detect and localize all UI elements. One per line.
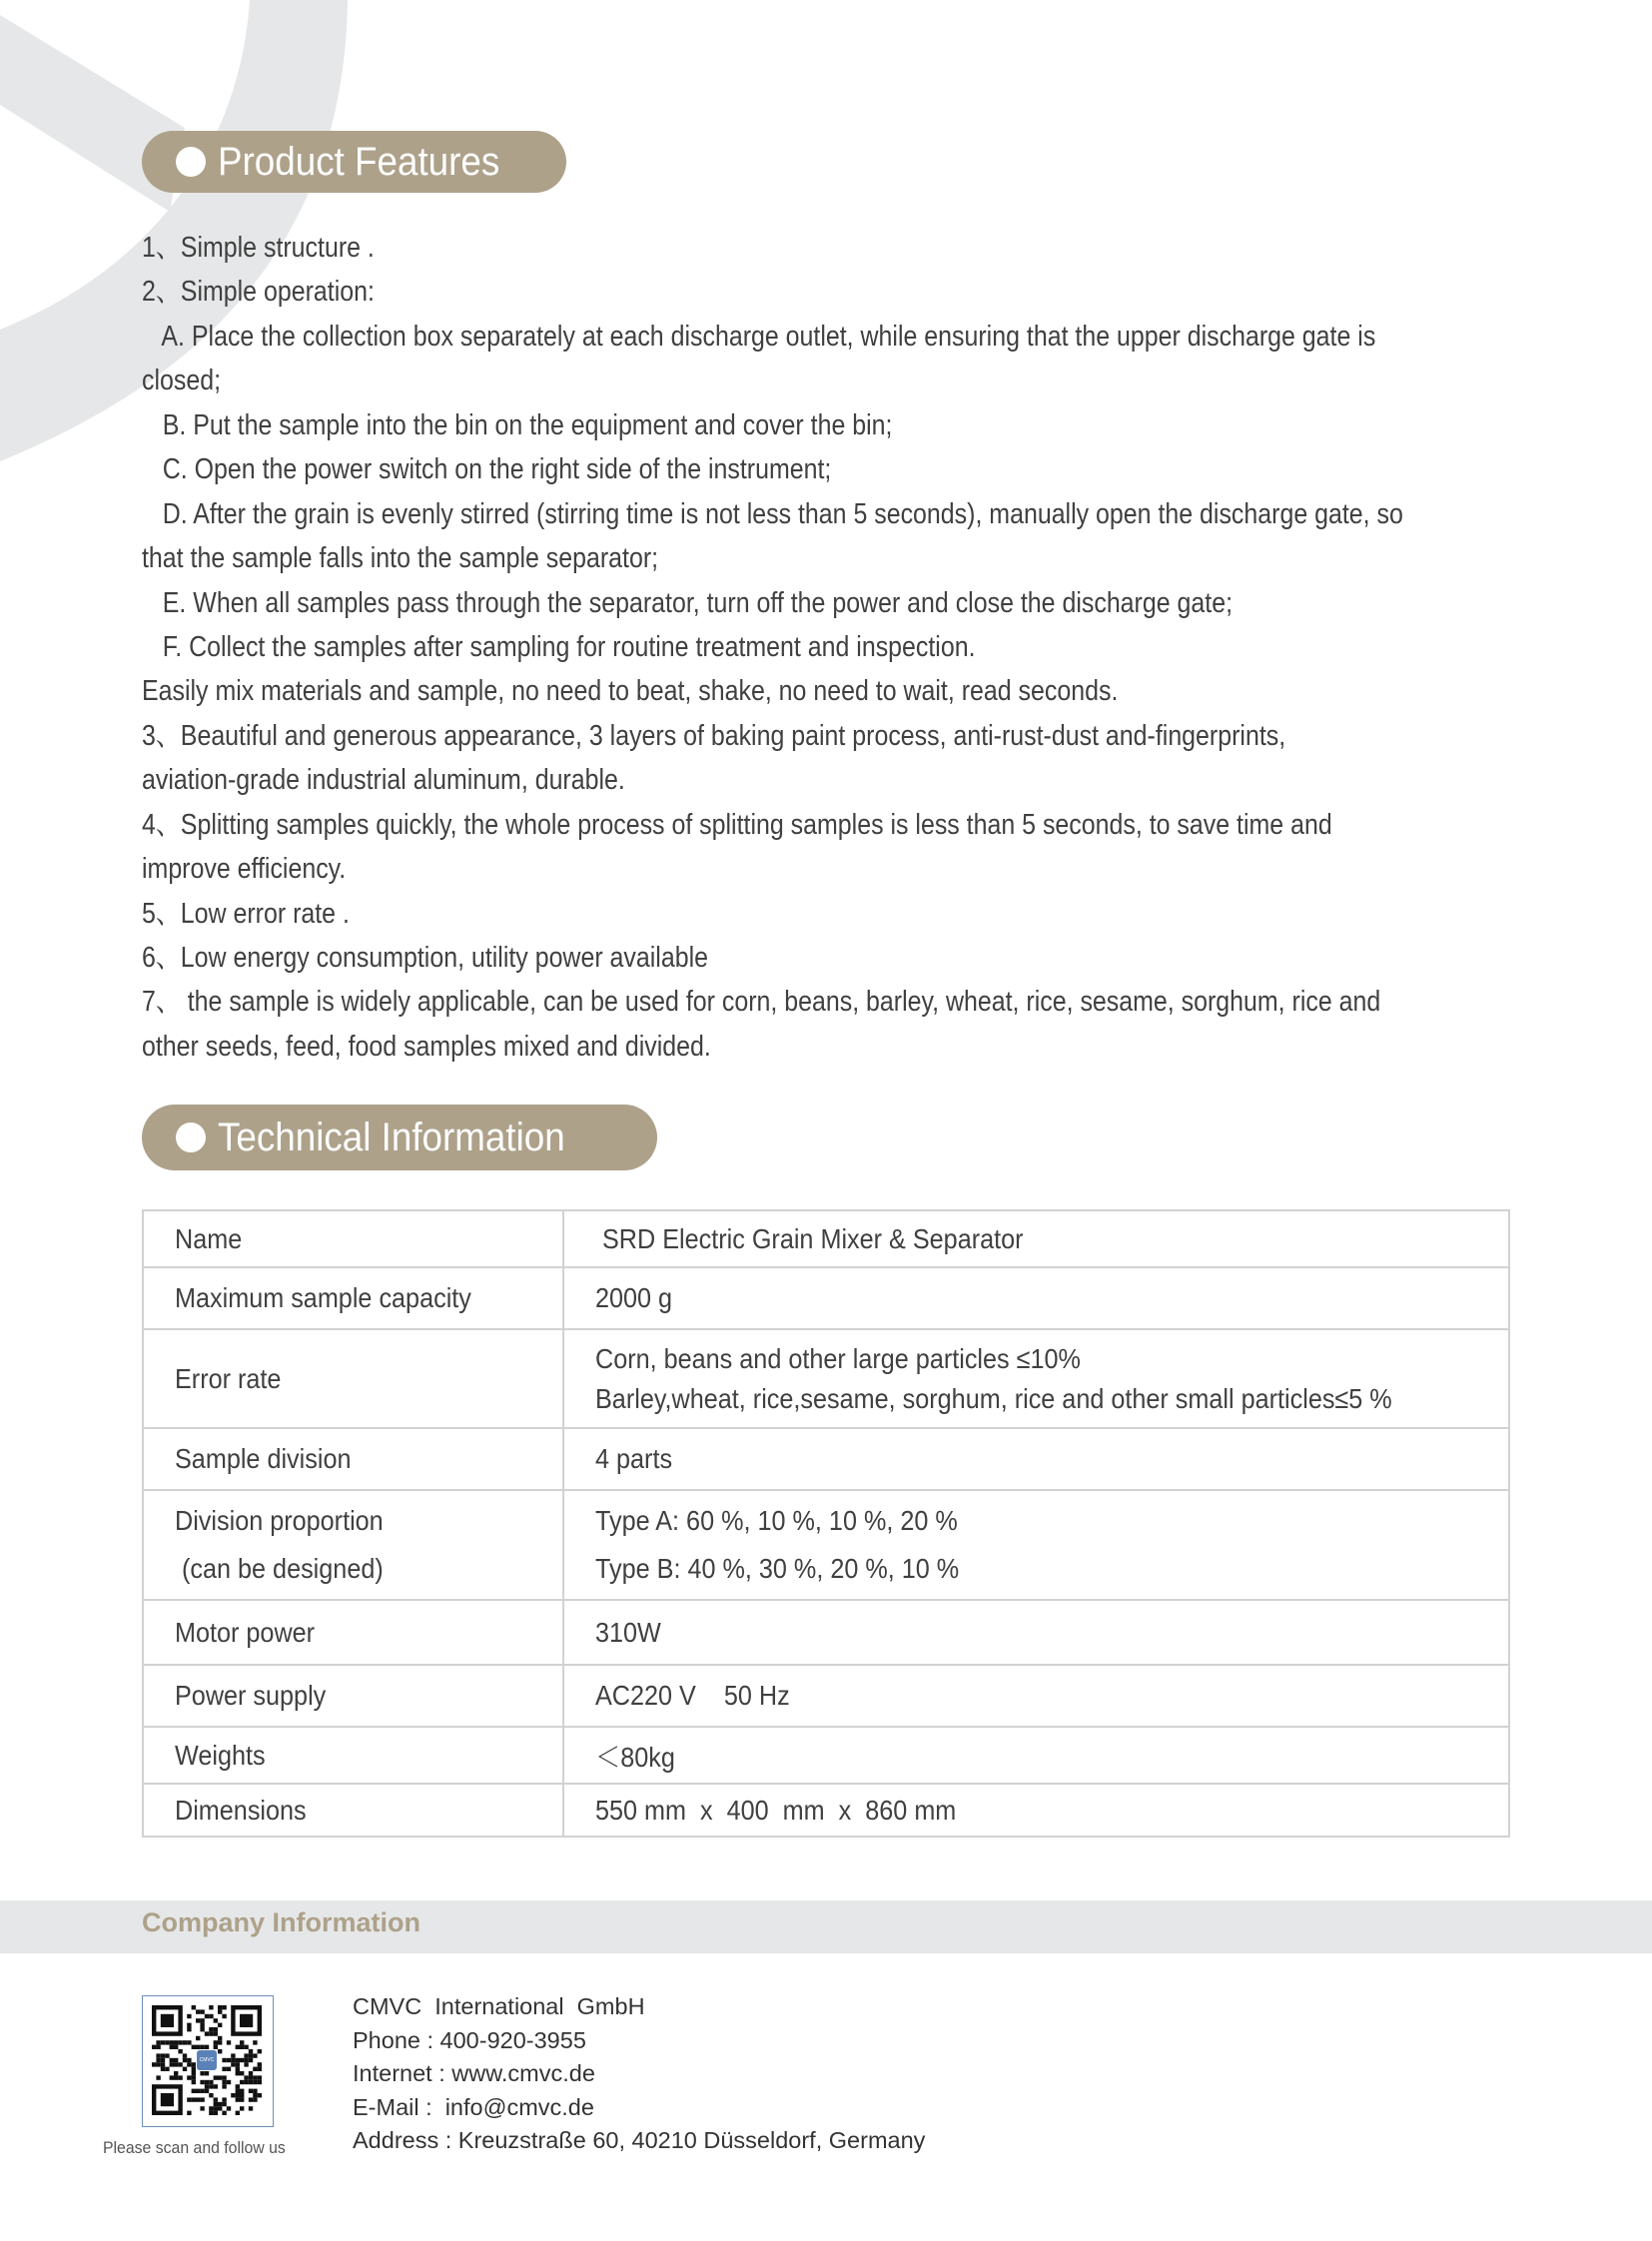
qr-module <box>178 2075 182 2079</box>
qr-module <box>196 2045 200 2049</box>
feature-line: D. After the grain is evenly stirred (stirring time is not less than 5 seconds), manually open the discharge gate, so <box>142 497 1403 530</box>
qr-module <box>218 2005 222 2009</box>
spec-value-text: Type B: 40 %, 30 %, 20 %, 10 % <box>595 1553 960 1584</box>
spec-value <box>563 1784 1509 1837</box>
qr-module <box>192 2075 196 2079</box>
qr-module <box>209 2014 213 2018</box>
qr-module <box>178 2040 182 2044</box>
spec-value <box>563 1267 1509 1329</box>
qr-module <box>244 2062 248 2066</box>
spec-row <box>143 1665 1509 1727</box>
qr-module <box>170 2075 174 2079</box>
qr-code <box>142 1995 274 2127</box>
qr-module <box>209 2080 213 2084</box>
qr-module <box>156 2040 160 2044</box>
qr-module <box>236 2111 240 2115</box>
spec-row <box>143 1428 1509 1490</box>
qr-module <box>187 2097 191 2101</box>
qr-module <box>214 2075 218 2079</box>
spec-label-text: Sample division <box>175 1443 352 1474</box>
qr-module <box>249 2106 253 2110</box>
spec-row <box>143 1784 1509 1837</box>
qr-module <box>200 2027 204 2031</box>
qr-module <box>170 2062 174 2066</box>
spec-value-text: 550 mm x 400 mm x 860 mm <box>595 1794 957 1826</box>
qr-module <box>258 2080 262 2084</box>
qr-module <box>236 2045 240 2049</box>
qr-caption: Please scan and follow us <box>103 2138 286 2157</box>
features-list <box>142 226 1608 1069</box>
qr-module <box>227 2080 231 2084</box>
qr-module <box>200 2080 204 2084</box>
qr-module <box>240 2097 244 2101</box>
qr-module <box>192 2080 196 2084</box>
spec-label <box>143 1600 563 1665</box>
qr-module <box>178 2049 182 2053</box>
qr-module <box>222 2014 226 2018</box>
qr-module <box>218 2040 222 2044</box>
spec-value <box>563 1665 1509 1727</box>
qr-module <box>218 2075 222 2079</box>
qr-finder <box>161 2093 174 2106</box>
qr-module <box>236 2062 240 2066</box>
qr-module <box>258 2062 262 2066</box>
qr-module <box>205 2080 209 2084</box>
spec-label-text: Division proportion <box>175 1505 384 1536</box>
qr-module <box>165 2053 169 2057</box>
spec-value <box>563 1490 1509 1600</box>
spec-label-text: Dimensions <box>175 1794 307 1826</box>
qr-module <box>187 2014 191 2018</box>
spec-value-text: ＜80kg <box>595 1741 675 1773</box>
qr-module <box>187 2075 191 2079</box>
qr-module <box>161 2053 165 2057</box>
qr-module <box>187 2023 191 2027</box>
qr-module <box>222 2102 226 2106</box>
qr-module <box>205 2045 209 2049</box>
qr-module <box>196 2009 200 2013</box>
qr-finder <box>161 2014 174 2027</box>
feature-line: 3、Beautiful and generous appearance, 3 layers of baking paint process, anti-rust-dust and-fingerprints, <box>142 719 1286 752</box>
spec-value-text: 2000 g <box>595 1282 673 1313</box>
qr-module <box>214 2045 218 2049</box>
qr-module <box>249 2071 253 2075</box>
qr-module <box>192 2005 196 2009</box>
qr-module <box>161 2058 165 2062</box>
qr-module <box>174 2058 178 2062</box>
spec-label <box>143 1210 563 1267</box>
feature-line: B. Put the sample into the bin on the equipment and cover the bin; <box>142 408 893 441</box>
feature-line: F. Collect the samples after sampling for routine treatment and inspection. <box>142 630 976 663</box>
qr-module <box>178 2062 182 2066</box>
qr-module <box>152 2062 156 2066</box>
spec-label-text: Error rate <box>175 1362 282 1394</box>
qr-module <box>222 2097 226 2101</box>
qr-module <box>218 2102 222 2106</box>
qr-module <box>227 2040 231 2044</box>
qr-module <box>165 2040 169 2044</box>
spec-label-text: Name <box>175 1222 243 1254</box>
spec-table <box>142 1209 1510 1838</box>
company-name: CMVC International GmbH <box>353 1993 645 2019</box>
section-title: Product Features <box>218 139 500 184</box>
technical-information-heading <box>142 1105 657 1170</box>
qr-module <box>236 2084 240 2088</box>
qr-module <box>205 2089 209 2093</box>
qr-code-icon <box>143 1996 272 2125</box>
qr-module <box>236 2097 240 2101</box>
qr-module <box>174 2071 178 2075</box>
spec-value-text: Barley,wheat, rice,sesame, sorghum, rice and other small particles≤5 % <box>595 1382 1392 1414</box>
qr-module <box>214 2084 218 2088</box>
feature-line: 4、Splitting samples quickly, the whole process of splitting samples is less than 5 seconds, to save time and <box>142 808 1332 841</box>
qr-module <box>200 2097 204 2101</box>
spec-label-text: Power supply <box>175 1680 327 1711</box>
qr-module <box>214 2027 218 2031</box>
qr-module <box>227 2106 231 2110</box>
qr-module <box>200 2071 204 2075</box>
qr-module <box>183 2067 187 2071</box>
spec-label-text: (can be designed) <box>175 1553 384 1584</box>
spec-row <box>143 1329 1509 1428</box>
qr-module <box>187 2058 191 2062</box>
spec-label <box>143 1490 563 1600</box>
qr-module <box>156 2075 160 2079</box>
feature-line: Easily mix materials and sample, no need to beat, shake, no need to wait, read seconds. <box>142 675 1119 708</box>
qr-module <box>249 2053 253 2057</box>
feature-line: aviation-grade industrial aluminum, durable. <box>142 764 625 797</box>
feature-line: closed; <box>142 365 222 397</box>
spec-value-text: 4 parts <box>595 1443 673 1474</box>
spec-value <box>563 1600 1509 1665</box>
qr-module <box>209 2106 213 2110</box>
product-features-heading <box>142 131 566 193</box>
qr-module <box>227 2058 231 2062</box>
qr-module <box>249 2080 253 2084</box>
qr-module <box>231 2058 235 2062</box>
spec-label-text: Motor power <box>175 1616 316 1648</box>
qr-module <box>244 2080 248 2084</box>
qr-module <box>200 2023 204 2027</box>
qr-module <box>214 2040 218 2044</box>
spec-value-text: AC220 V 50 Hz <box>595 1680 790 1711</box>
qr-module <box>231 2053 235 2057</box>
qr-module <box>218 2106 222 2110</box>
spec-label-text: Weights <box>175 1739 266 1771</box>
qr-module <box>187 2027 191 2031</box>
qr-module <box>205 2031 209 2035</box>
qr-module <box>200 2045 204 2049</box>
qr-module <box>249 2089 253 2093</box>
qr-module <box>200 2018 204 2022</box>
qr-module <box>170 2040 174 2044</box>
qr-module <box>222 2084 226 2088</box>
qr-module <box>214 2097 218 2101</box>
qr-module <box>236 2067 240 2071</box>
spec-label <box>143 1329 563 1428</box>
qr-module <box>249 2075 253 2079</box>
feature-line: C. Open the power switch on the right side of the instrument; <box>142 453 832 486</box>
qr-module <box>200 2106 204 2110</box>
feature-line: E. When all samples pass through the separator, turn off the power and close the discharge gate; <box>142 586 1234 619</box>
qr-module <box>258 2049 262 2053</box>
qr-module <box>240 2040 244 2044</box>
qr-module <box>192 2097 196 2101</box>
spec-row <box>143 1600 1509 1665</box>
qr-module <box>192 2045 196 2049</box>
qr-module <box>174 2075 178 2079</box>
qr-module <box>183 2040 187 2044</box>
spec-label <box>143 1267 563 1329</box>
qr-module <box>244 2075 248 2079</box>
qr-module <box>187 2111 191 2115</box>
spec-value-text: Corn, beans and other large particles ≤10% <box>595 1342 1081 1374</box>
company-phone: Phone : 400-920-3955 <box>353 2026 586 2053</box>
spec-row <box>143 1727 1509 1784</box>
qr-module <box>156 2058 160 2062</box>
qr-module <box>196 2097 200 2101</box>
qr-module <box>214 2102 218 2106</box>
feature-line: 2、Simple operation: <box>142 276 375 309</box>
feature-line: 6、Low energy consumption, utility power available <box>142 942 709 974</box>
spec-label <box>143 1665 563 1727</box>
qr-module <box>258 2093 262 2097</box>
qr-module <box>192 2089 196 2093</box>
qr-module <box>156 2062 160 2066</box>
qr-module <box>214 2106 218 2110</box>
qr-module <box>174 2040 178 2044</box>
qr-module <box>222 2005 226 2009</box>
qr-module <box>231 2062 235 2066</box>
qr-module <box>240 2080 244 2084</box>
qr-module <box>205 2071 209 2075</box>
spec-value <box>563 1210 1509 1267</box>
qr-module <box>236 2071 240 2075</box>
qr-module <box>236 2093 240 2097</box>
qr-module <box>209 2005 213 2009</box>
qr-module <box>161 2040 165 2044</box>
feature-line: improve efficiency. <box>142 853 347 886</box>
qr-module <box>205 2084 209 2088</box>
qr-module <box>161 2062 165 2066</box>
spec-row <box>143 1490 1509 1600</box>
qr-module <box>183 2053 187 2057</box>
qr-module <box>244 2045 248 2049</box>
spec-value-text: 310W <box>595 1616 661 1648</box>
feature-line: 5、Low error rate . <box>142 897 350 930</box>
company-info-heading: Company Information <box>142 1907 421 1937</box>
qr-module <box>209 2111 213 2115</box>
qr-module <box>218 2009 222 2013</box>
spec-label-text: Maximum sample capacity <box>175 1282 471 1313</box>
feature-line: other seeds, feed, food samples mixed and divided. <box>142 1030 711 1063</box>
bullet-dot-icon <box>176 147 206 177</box>
qr-module <box>183 2058 187 2062</box>
qr-module <box>170 2058 174 2062</box>
qr-module <box>165 2067 169 2071</box>
qr-module <box>240 2089 244 2093</box>
qr-module <box>209 2031 213 2035</box>
spec-label <box>143 1784 563 1837</box>
qr-module <box>174 2062 178 2066</box>
qr-module <box>240 2071 244 2075</box>
spec-value-text: SRD Electric Grain Mixer & Separator <box>595 1222 1024 1254</box>
bullet-dot-icon <box>176 1122 206 1152</box>
qr-module <box>253 2089 257 2093</box>
qr-module <box>249 2049 253 2053</box>
qr-module <box>156 2053 160 2057</box>
qr-module <box>218 2049 222 2053</box>
spec-label <box>143 1727 563 1784</box>
qr-module <box>249 2097 253 2101</box>
qr-module <box>253 2097 257 2101</box>
qr-module <box>249 2058 253 2062</box>
qr-module <box>240 2058 244 2062</box>
qr-module <box>236 2058 240 2062</box>
qr-module <box>209 2084 213 2088</box>
spec-value-text: Type A: 60 %, 10 %, 10 %, 20 % <box>595 1505 958 1536</box>
feature-line: that the sample falls into the sample separator; <box>142 542 659 575</box>
qr-module <box>209 2093 213 2097</box>
qr-module <box>244 2053 248 2057</box>
qr-module <box>253 2075 257 2079</box>
qr-module <box>192 2062 196 2066</box>
company-address: Address : Kreuzstraße 60, 40210 Düsseldorf, Germany <box>353 2127 926 2153</box>
qr-module <box>253 2067 257 2071</box>
qr-module <box>258 2075 262 2079</box>
qr-module <box>258 2067 262 2071</box>
qr-module <box>196 2018 200 2022</box>
company-website-link[interactable]: Internet : www.cmvc.de <box>353 2060 595 2086</box>
qr-module <box>152 2045 156 2049</box>
qr-module <box>209 2027 213 2031</box>
qr-module <box>253 2080 257 2084</box>
qr-module <box>240 2106 244 2110</box>
qr-module <box>240 2093 244 2097</box>
feature-line: A. Place the collection box separately at each discharge outlet, while ensuring that the upper discharge gate is <box>142 320 1376 353</box>
spec-row <box>143 1210 1509 1267</box>
qr-module <box>187 2062 191 2066</box>
feature-line: 1、Simple structure . <box>142 232 375 264</box>
spec-value <box>563 1727 1509 1784</box>
qr-module <box>156 2045 160 2049</box>
feature-line: 7、 the sample is widely applicable, can be used for corn, beans, barley, wheat, rice, sesame, sorghum, rice and <box>142 986 1381 1019</box>
qr-module <box>240 2045 244 2049</box>
qr-module <box>222 2075 226 2079</box>
qr-module <box>222 2111 226 2115</box>
company-contact <box>353 1990 925 2158</box>
qr-module <box>231 2093 235 2097</box>
qr-module <box>227 2067 231 2071</box>
qr-module <box>214 2111 218 2115</box>
qr-module <box>244 2058 248 2062</box>
qr-module <box>192 2067 196 2071</box>
qr-module <box>187 2040 191 2044</box>
qr-module <box>218 2036 222 2040</box>
qr-module <box>253 2053 257 2057</box>
spec-row <box>143 1267 1509 1329</box>
qr-module <box>253 2040 257 2044</box>
spec-label <box>143 1428 563 1490</box>
qr-logo-text: CMVC <box>199 2057 215 2063</box>
qr-module <box>196 2089 200 2093</box>
qr-module <box>222 2058 226 2062</box>
spec-value <box>563 1329 1509 1428</box>
qr-module <box>222 2080 226 2084</box>
section-title: Technical Information <box>218 1115 565 1159</box>
qr-module <box>214 2031 218 2035</box>
qr-module <box>161 2067 165 2071</box>
qr-module <box>192 2071 196 2075</box>
qr-module <box>174 2045 178 2049</box>
qr-module <box>218 2023 222 2027</box>
qr-module <box>200 2089 204 2093</box>
company-email-link[interactable]: E-Mail : info@cmvc.de <box>353 2093 594 2120</box>
qr-module <box>253 2093 257 2097</box>
qr-module <box>196 2036 200 2040</box>
qr-module <box>205 2014 209 2018</box>
qr-module <box>200 2009 204 2013</box>
qr-module <box>170 2045 174 2049</box>
qr-finder <box>240 2014 253 2027</box>
spec-value <box>563 1428 1509 1490</box>
qr-module <box>236 2089 240 2093</box>
qr-module <box>214 2018 218 2022</box>
qr-module <box>222 2067 226 2071</box>
